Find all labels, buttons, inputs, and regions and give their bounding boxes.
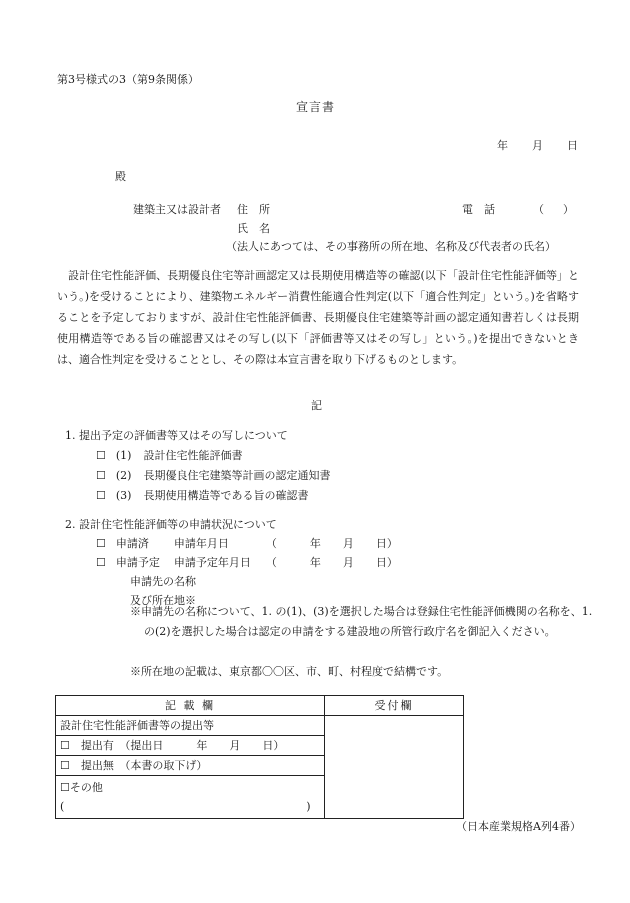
checkbox-icon[interactable]: ☐ (96, 489, 106, 502)
date-label: 申請予定年月日 (173, 556, 251, 569)
checkbox-icon[interactable]: ☐ (96, 469, 106, 482)
date-field[interactable]: （ 年 月 日） (265, 537, 398, 550)
item-label: 申請済 (115, 537, 149, 550)
list-item (96, 554, 398, 570)
date-field[interactable]: （ 年 月 日） (265, 556, 398, 569)
phone-paren-close: ） (563, 203, 574, 216)
list-item (96, 487, 308, 503)
section-1-heading: 1. 提出予定の評価書等又はその写しについて (65, 429, 288, 442)
ki-heading: 記 (311, 399, 322, 412)
footer-spec: （日本産業規格A列4番） (456, 820, 581, 833)
record-header: 記 載 欄 (56, 696, 325, 716)
record-table (55, 695, 464, 819)
item-number: (1) (115, 449, 132, 462)
checkbox-icon[interactable]: ☐ (96, 556, 106, 569)
item-label: 設計住宅性能評価書 (143, 449, 243, 462)
section-2-heading: 2. 設計住宅性能評価等の申請状況について (65, 518, 277, 531)
item-label: 申請予定 (115, 556, 160, 569)
declarant-role: 建築主又は設計者 (133, 203, 221, 216)
item-label: 長期使用構造等である旨の確認書 (143, 489, 309, 502)
applicant-location-label: 及び所在地※ (130, 594, 196, 607)
form-number: 第3号様式の3（第9条関係） (57, 73, 199, 86)
other-checkbox[interactable]: ☐その他 (60, 781, 103, 794)
date-day: 日 (567, 139, 578, 152)
item-label: 長期優良住宅建築等計画の認定通知書 (143, 469, 331, 482)
list-item (96, 535, 398, 551)
reception-header: 受付欄 (325, 696, 464, 716)
not-submitted-option[interactable]: ☐ 提出無 （本書の取下げ） (56, 756, 325, 776)
submitted-option[interactable]: ☐ 提出有 （提出日 年 月 日） (56, 736, 325, 756)
page-title: 宣言書 (296, 100, 336, 114)
corp-note: （法人にあつては、その事務所の所在地、名称及び代表者の氏名） (226, 240, 556, 253)
list-item (96, 447, 242, 463)
item-number: (2) (115, 469, 132, 482)
addressee-suffix: 殿 (115, 170, 126, 183)
record-title: 設計住宅性能評価書等の提出等 (56, 716, 325, 736)
other-input[interactable]: ( ) (60, 800, 311, 813)
name-label: 氏 名 (237, 222, 270, 235)
date-month: 月 (532, 139, 543, 152)
reception-area (325, 716, 464, 819)
date-label: 申請年月日 (173, 537, 229, 550)
note-location: ※所在地の記載は、東京都〇〇区、市、町、村程度で結構です。 (130, 665, 449, 678)
note-applicant-name: ※申請先の名称について、1. の(1)、(3)を選択した場合は登録住宅性能評価機関の名称を、1. の(2)を選択した場合は認定の申請をする建設地の所管行政庁名を御記入ください。 (130, 605, 593, 638)
checkbox-icon[interactable]: ☐ (96, 537, 106, 550)
item-number: (3) (115, 489, 132, 502)
body-paragraph: 設計住宅性能評価、長期優良住宅等計画認定又は長期使用構造等の確認(以下「設計住宅性能評価等」という。)を受けることにより、建築物エネルギー消費性能適合性判定(以下「適合性判定」という。)を省略することを予定しておりますが、設計住宅性能評価書、長期優良住宅建築等計画の認定通知書若しくは長期使用構造等である旨の確認書又はその写し(以下「評価書等又はその写し」という。)を提出できないときは、適合性判定を受けることとし、その際は本宣言書を取り下げるものとします。 (57, 269, 579, 366)
address-label: 住 所 (237, 203, 270, 216)
other-option (56, 776, 325, 819)
checkbox-icon[interactable]: ☐ (96, 449, 106, 462)
date-year: 年 (497, 139, 508, 152)
phone-paren-open: （ (533, 203, 544, 216)
phone-label: 電 話 (462, 203, 495, 216)
applicant-name-label: 申請先の名称 (130, 575, 196, 588)
list-item (96, 467, 330, 483)
